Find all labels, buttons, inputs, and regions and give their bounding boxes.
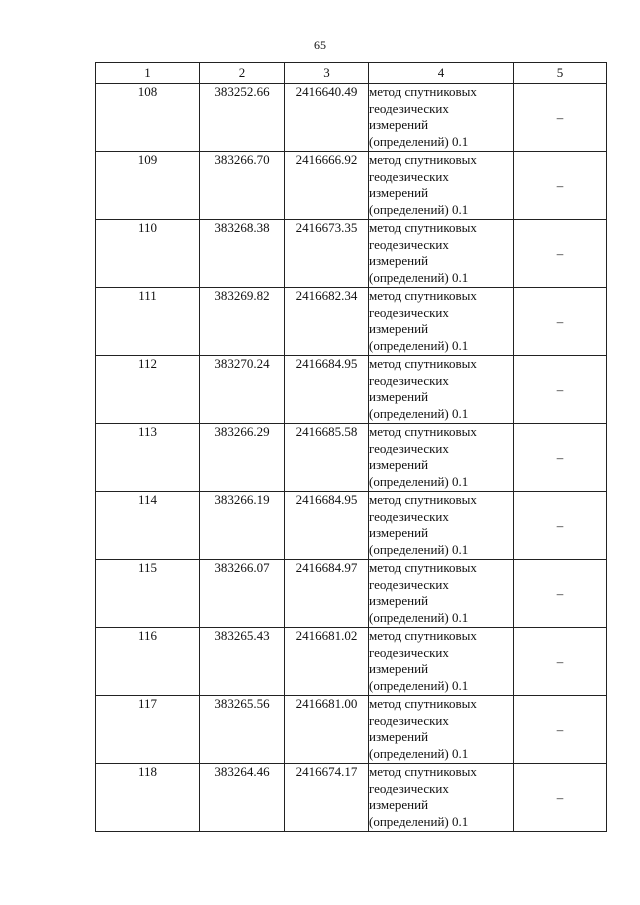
method-text-line: геодезических xyxy=(369,780,449,796)
y-coordinate-cell: 2416674.17 xyxy=(285,764,369,832)
y-coordinate-cell: 2416684.97 xyxy=(285,560,369,628)
table-row xyxy=(96,696,607,764)
method-text-line: (определений) 0.1 xyxy=(369,541,469,557)
point-number-cell: 110 xyxy=(96,220,200,288)
note-cell: – xyxy=(514,152,607,220)
method-text-line: измерений xyxy=(369,797,429,812)
note-cell: – xyxy=(514,220,607,288)
method-text-line: измерений xyxy=(369,729,429,744)
method-text-line: метод спутниковых xyxy=(369,696,477,711)
method-text-line: измерений xyxy=(369,185,429,200)
method-text-line: (определений) 0.1 xyxy=(369,609,469,625)
table-row xyxy=(96,628,607,696)
method-cell xyxy=(369,424,514,492)
method-text-line: (определений) 0.1 xyxy=(369,677,469,693)
method-text-line: (определений) 0.1 xyxy=(369,269,469,285)
table-row xyxy=(96,356,607,424)
method-text-line: метод спутниковых xyxy=(369,560,477,575)
method-cell xyxy=(369,220,514,288)
table-row xyxy=(96,424,607,492)
note-cell: – xyxy=(514,288,607,356)
x-coordinate-cell: 383264.46 xyxy=(200,764,285,832)
method-text-line: измерений xyxy=(369,457,429,472)
method-text-line: геодезических xyxy=(369,576,449,592)
method-cell xyxy=(369,628,514,696)
x-coordinate-cell: 383269.82 xyxy=(200,288,285,356)
x-coordinate-cell: 383266.29 xyxy=(200,424,285,492)
table-row xyxy=(96,764,607,832)
x-coordinate-cell: 383265.43 xyxy=(200,628,285,696)
method-text-line: измерений xyxy=(369,321,429,336)
header-col-4: 4 xyxy=(369,63,514,84)
header-col-5: 5 xyxy=(514,63,607,84)
x-coordinate-cell: 383252.66 xyxy=(200,84,285,152)
y-coordinate-cell: 2416681.02 xyxy=(285,628,369,696)
method-text-line: метод спутниковых xyxy=(369,288,477,303)
method-cell xyxy=(369,356,514,424)
point-number-cell: 116 xyxy=(96,628,200,696)
x-coordinate-cell: 383266.70 xyxy=(200,152,285,220)
method-cell xyxy=(369,764,514,832)
x-coordinate-cell: 383268.38 xyxy=(200,220,285,288)
method-text-line: геодезических xyxy=(369,304,449,320)
table-header-row xyxy=(96,63,607,84)
table-row xyxy=(96,152,607,220)
method-text-line: измерений xyxy=(369,253,429,268)
y-coordinate-cell: 2416640.49 xyxy=(285,84,369,152)
header-col-3: 3 xyxy=(285,63,369,84)
table-row xyxy=(96,288,607,356)
method-text-line: геодезических xyxy=(369,440,449,456)
method-text-line: геодезических xyxy=(369,644,449,660)
point-number-cell: 114 xyxy=(96,492,200,560)
y-coordinate-cell: 2416673.35 xyxy=(285,220,369,288)
note-cell: – xyxy=(514,424,607,492)
method-text-line: геодезических xyxy=(369,508,449,524)
point-number-cell: 112 xyxy=(96,356,200,424)
method-text-line: метод спутниковых xyxy=(369,84,477,99)
method-text-line: (определений) 0.1 xyxy=(369,405,469,421)
method-text-line: измерений xyxy=(369,593,429,608)
method-text-line: (определений) 0.1 xyxy=(369,813,469,829)
method-text-line: геодезических xyxy=(369,372,449,388)
table-row xyxy=(96,560,607,628)
method-cell xyxy=(369,152,514,220)
method-text-line: метод спутниковых xyxy=(369,356,477,371)
y-coordinate-cell: 2416666.92 xyxy=(285,152,369,220)
point-number-cell: 108 xyxy=(96,84,200,152)
point-number-cell: 117 xyxy=(96,696,200,764)
method-text-line: (определений) 0.1 xyxy=(369,337,469,353)
note-cell: – xyxy=(514,628,607,696)
table-row xyxy=(96,220,607,288)
method-text-line: геодезических xyxy=(369,712,449,728)
x-coordinate-cell: 383270.24 xyxy=(200,356,285,424)
x-coordinate-cell: 383266.19 xyxy=(200,492,285,560)
note-cell: – xyxy=(514,764,607,832)
method-text-line: геодезических xyxy=(369,100,449,116)
method-text-line: (определений) 0.1 xyxy=(369,133,469,149)
y-coordinate-cell: 2416682.34 xyxy=(285,288,369,356)
y-coordinate-cell: 2416684.95 xyxy=(285,356,369,424)
x-coordinate-cell: 383266.07 xyxy=(200,560,285,628)
point-number-cell: 111 xyxy=(96,288,200,356)
method-text-line: метод спутниковых xyxy=(369,152,477,167)
note-cell: – xyxy=(514,84,607,152)
method-text-line: измерений xyxy=(369,389,429,404)
method-text-line: метод спутниковых xyxy=(369,628,477,643)
header-col-1: 1 xyxy=(96,63,200,84)
y-coordinate-cell: 2416685.58 xyxy=(285,424,369,492)
note-cell: – xyxy=(514,356,607,424)
method-text-line: метод спутниковых xyxy=(369,220,477,235)
method-cell xyxy=(369,492,514,560)
method-cell xyxy=(369,560,514,628)
method-text-line: (определений) 0.1 xyxy=(369,745,469,761)
method-text-line: измерений xyxy=(369,661,429,676)
point-number-cell: 113 xyxy=(96,424,200,492)
method-text-line: метод спутниковых xyxy=(369,424,477,439)
method-text-line: метод спутниковых xyxy=(369,492,477,507)
method-cell xyxy=(369,288,514,356)
coordinates-table xyxy=(95,62,607,832)
method-cell xyxy=(369,84,514,152)
table-row xyxy=(96,84,607,152)
table-row xyxy=(96,492,607,560)
method-text-line: (определений) 0.1 xyxy=(369,201,469,217)
y-coordinate-cell: 2416681.00 xyxy=(285,696,369,764)
method-cell xyxy=(369,696,514,764)
method-text-line: измерений xyxy=(369,117,429,132)
method-text-line: (определений) 0.1 xyxy=(369,473,469,489)
note-cell: – xyxy=(514,696,607,764)
page-number: 65 xyxy=(314,38,326,52)
point-number-cell: 115 xyxy=(96,560,200,628)
point-number-cell: 118 xyxy=(96,764,200,832)
method-text-line: метод спутниковых xyxy=(369,764,477,779)
note-cell: – xyxy=(514,560,607,628)
header-col-2: 2 xyxy=(200,63,285,84)
method-text-line: геодезических xyxy=(369,168,449,184)
point-number-cell: 109 xyxy=(96,152,200,220)
x-coordinate-cell: 383265.56 xyxy=(200,696,285,764)
note-cell: – xyxy=(514,492,607,560)
method-text-line: измерений xyxy=(369,525,429,540)
table-body xyxy=(96,84,607,832)
y-coordinate-cell: 2416684.95 xyxy=(285,492,369,560)
method-text-line: геодезических xyxy=(369,236,449,252)
